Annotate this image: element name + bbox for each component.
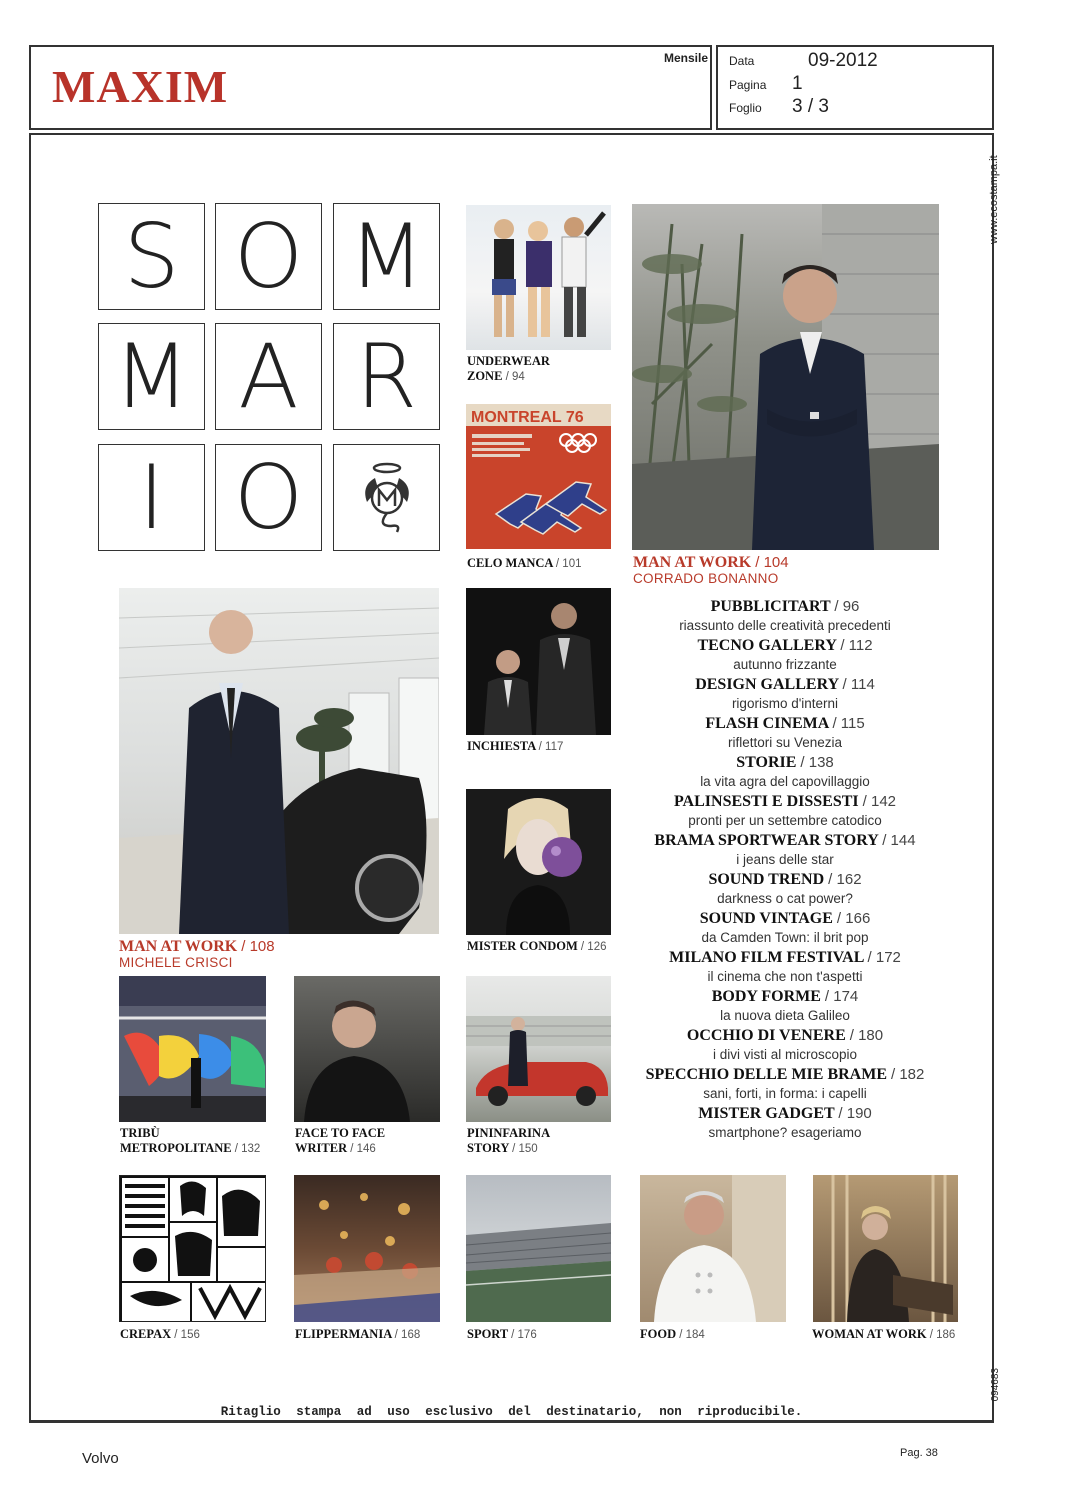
sommario-tile-s: S bbox=[98, 203, 205, 310]
woman-at-work-photo[interactable] bbox=[813, 1175, 958, 1322]
foglio-value: 3 / 3 bbox=[792, 96, 829, 117]
index-item-title[interactable] bbox=[626, 636, 944, 655]
bottom-divider bbox=[29, 1421, 994, 1423]
index-item-subtitle: i divi visti al microscopio bbox=[712, 1047, 858, 1062]
frequency-label: Mensile bbox=[664, 51, 709, 65]
index-item-subtitle: da Camden Town: il brit pop bbox=[701, 930, 869, 945]
data-label: Data bbox=[729, 54, 755, 68]
mister-condom-caption: MISTER CONDOM / 126 bbox=[467, 939, 607, 953]
sport-caption: SPORT / 176 bbox=[467, 1327, 537, 1341]
index-item-title-text: FLASH CINEMA bbox=[705, 715, 829, 732]
index-item-page: / 138 bbox=[800, 754, 834, 771]
index-item-title[interactable] bbox=[626, 870, 944, 889]
celo-manca-caption: CELO MANCA / 101 bbox=[467, 556, 582, 570]
index-item-page: / 180 bbox=[849, 1027, 884, 1044]
index-item-page: / 190 bbox=[838, 1105, 872, 1122]
client-name: Volvo bbox=[82, 1450, 119, 1467]
inchiesta-photo[interactable] bbox=[466, 588, 611, 735]
pininfarina-photo[interactable] bbox=[466, 976, 611, 1122]
food-caption: FOOD / 184 bbox=[640, 1327, 705, 1341]
index-item-page: / 144 bbox=[882, 832, 916, 849]
maxim-logo: MAXIM bbox=[52, 61, 229, 112]
flippermania-caption: FLIPPERMANIA / 168 bbox=[295, 1327, 421, 1341]
man-at-work-104-subtitle: CORRADO BONANNO bbox=[633, 571, 779, 586]
page-reference: Pag. 38 bbox=[900, 1447, 938, 1459]
index-item-title-text: PUBBLICITART bbox=[710, 598, 831, 615]
index-item-page: / 96 bbox=[834, 598, 860, 615]
index-item-title-text: OCCHIO DI VENERE bbox=[686, 1027, 846, 1044]
sommario-tile-a: A bbox=[215, 323, 322, 430]
index-item-page: / 182 bbox=[891, 1066, 925, 1083]
crepax-photo[interactable] bbox=[119, 1175, 266, 1322]
index-item-page: / 166 bbox=[836, 910, 871, 927]
index-item-title[interactable] bbox=[626, 597, 944, 616]
index-item-subtitle: darkness o cat power? bbox=[717, 891, 853, 906]
index-item-page: / 115 bbox=[832, 715, 865, 732]
man-at-work-104-photo[interactable] bbox=[632, 204, 939, 550]
man-at-work-108-photo[interactable] bbox=[119, 588, 439, 934]
sommario-tile-m: M bbox=[333, 203, 440, 310]
index-item-subtitle: riassunto delle creatività precedenti bbox=[679, 618, 891, 633]
food-photo[interactable] bbox=[640, 1175, 786, 1322]
pininfarina-caption: PININFARINA STORY / 150 bbox=[467, 1126, 551, 1155]
index-item-title-text: BRAMA SPORTWEAR STORY bbox=[654, 832, 879, 849]
index-item-title[interactable] bbox=[626, 1104, 944, 1123]
man-at-work-108-caption: MAN AT WORK / 108 bbox=[119, 938, 275, 955]
man-at-work-108-subtitle: MICHELE CRISCI bbox=[119, 955, 233, 970]
index-item-title-text: MILANO FILM FESTIVAL bbox=[669, 949, 864, 966]
index-item-title[interactable] bbox=[626, 714, 944, 733]
index-item-title[interactable] bbox=[626, 909, 944, 928]
foglio-label: Foglio bbox=[729, 101, 762, 115]
flippermania-photo[interactable] bbox=[294, 1175, 440, 1322]
index-item-page: / 172 bbox=[867, 949, 901, 966]
man-at-work-104-caption: MAN AT WORK / 104 bbox=[633, 554, 789, 571]
index-item-page: / 112 bbox=[840, 637, 873, 654]
index-item-subtitle: sani, forti, in forma: i capelli bbox=[703, 1086, 867, 1101]
sommario-tile-o2: O bbox=[215, 444, 322, 551]
index-item-subtitle: i jeans delle star bbox=[736, 852, 834, 867]
clipping-notice: Ritaglio stampa ad uso esclusivo del destinatario, non riproducibile. bbox=[220, 1405, 803, 1419]
side-code-text: 094683 bbox=[990, 1368, 1001, 1402]
side-url-text: www.ecostampa.it bbox=[988, 155, 1000, 245]
index-item-title[interactable] bbox=[626, 675, 944, 694]
index-item-page: / 174 bbox=[824, 988, 859, 1005]
underwear-caption: UNDERWEAR ZONE / 94 bbox=[467, 354, 550, 383]
index-item-title[interactable] bbox=[626, 1065, 944, 1084]
inchiesta-caption: INCHIESTA / 117 bbox=[467, 739, 564, 753]
data-value: 09-2012 bbox=[808, 50, 878, 71]
sommario-tile-r: R bbox=[333, 323, 440, 430]
index-item-page: / 162 bbox=[828, 871, 862, 888]
sommario-tile-i: I bbox=[98, 444, 205, 551]
index-item-title-text: PALINSESTI E DISSESTI bbox=[673, 793, 859, 810]
index-item-title[interactable] bbox=[626, 831, 944, 850]
index-item-title-text: TECNO GALLERY bbox=[697, 637, 837, 654]
face-to-face-caption: FACE TO FACE WRITER / 146 bbox=[295, 1126, 386, 1155]
index-item-title-text: SPECCHIO DELLE MIE BRAME bbox=[645, 1066, 887, 1083]
mister-condom-photo[interactable] bbox=[466, 789, 611, 935]
poster-title: MONTREAL 76 bbox=[471, 409, 584, 426]
face-to-face-photo[interactable] bbox=[294, 976, 440, 1122]
index-item-title-text: SOUND VINTAGE bbox=[699, 910, 833, 927]
index-item-title[interactable] bbox=[626, 753, 944, 772]
maxim-angel-logo-tile bbox=[333, 444, 440, 551]
index-item-page: / 142 bbox=[862, 793, 897, 810]
index-item-title-text: BODY FORME bbox=[711, 988, 821, 1005]
index-item-title-text: SOUND TREND bbox=[708, 871, 825, 888]
index-item-title-text: STORIE bbox=[736, 754, 797, 771]
sport-photo[interactable] bbox=[466, 1175, 611, 1322]
angel-logo-icon bbox=[357, 458, 417, 538]
index-item-subtitle: il cinema che non t'aspetti bbox=[707, 969, 863, 984]
pagina-label: Pagina bbox=[729, 78, 767, 92]
index-item-title[interactable] bbox=[626, 792, 944, 811]
index-item-subtitle: autunno frizzante bbox=[733, 657, 837, 672]
index-item-subtitle: la vita agra del capovillaggio bbox=[700, 774, 870, 789]
index-item-title-text: DESIGN GALLERY bbox=[695, 676, 839, 693]
tribu-photo[interactable] bbox=[119, 976, 266, 1122]
index-item-subtitle: smartphone? esageriamo bbox=[708, 1125, 862, 1140]
index-item-subtitle: rigorismo d'interni bbox=[731, 696, 839, 711]
index-item-title-text: MISTER GADGET bbox=[698, 1105, 835, 1122]
underwear-photo[interactable] bbox=[466, 205, 611, 350]
index-item-subtitle: pronti per un settembre catodico bbox=[688, 813, 882, 828]
index-item-subtitle: la nuova dieta Galileo bbox=[720, 1008, 850, 1023]
woman-at-work-caption: WOMAN AT WORK / 186 bbox=[812, 1327, 956, 1341]
crepax-caption: CREPAX / 156 bbox=[120, 1327, 200, 1341]
index-item-title[interactable] bbox=[626, 1026, 944, 1045]
celo-manca-poster[interactable] bbox=[466, 404, 611, 549]
index-item-page: / 114 bbox=[842, 676, 875, 693]
pagina-value: 1 bbox=[792, 73, 803, 94]
sommario-tile-m2: M bbox=[98, 323, 205, 430]
index-item-subtitle: riflettori su Venezia bbox=[727, 735, 843, 750]
index-list bbox=[626, 597, 944, 1143]
sommario-tile-o: O bbox=[215, 203, 322, 310]
index-item-title[interactable] bbox=[626, 948, 944, 967]
index-item-title[interactable] bbox=[626, 987, 944, 1006]
tribu-caption: TRIBÙ METROPOLITANE / 132 bbox=[120, 1126, 261, 1155]
